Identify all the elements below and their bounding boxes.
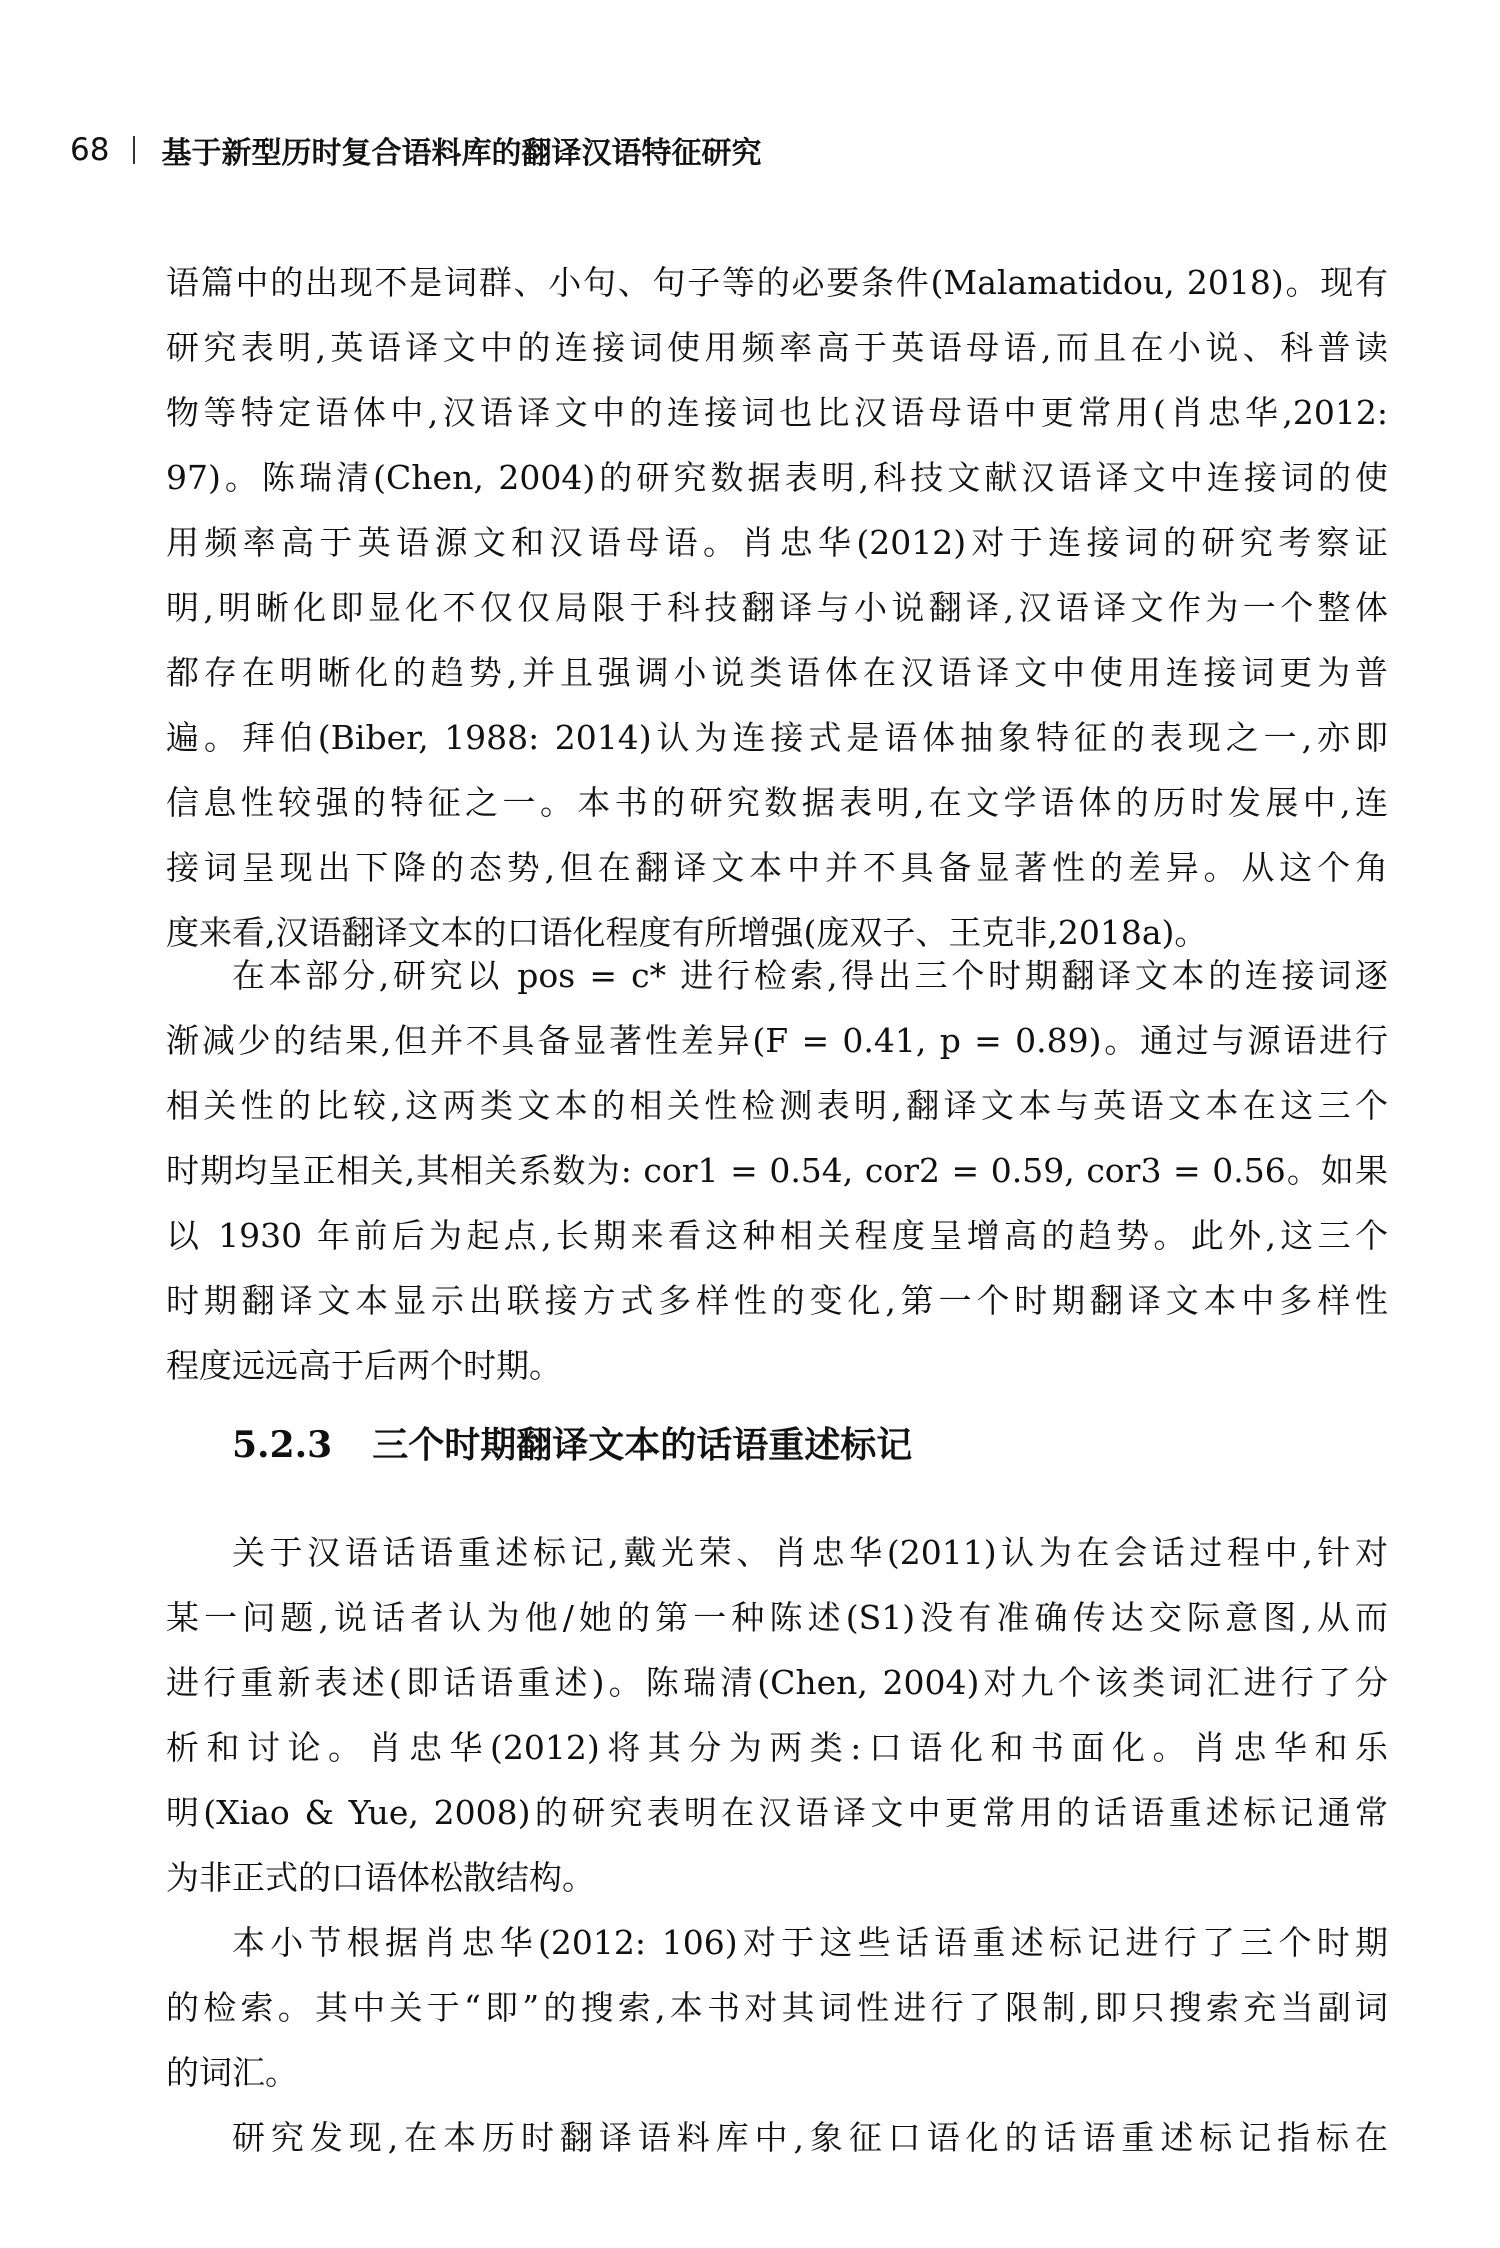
page-number: 68 (70, 132, 110, 168)
text-line: 的检索。其中关于“即”的搜索,本书对其词性进行了限制,即只搜索充当副词 (166, 1988, 1388, 2027)
paragraph-5 (166, 2105, 1388, 2170)
section-heading (232, 1415, 912, 1475)
text-line: 度来看,汉语翻译文本的口语化程度有所增强(庞双子、王克非,2018a)。 (166, 913, 1208, 952)
text-line: 接词呈现出下降的态势,但在翻译文本中并不具备显著性的差异。从这个角 (166, 848, 1388, 887)
text-line: 析和讨论。肖忠华(2012)将其分为两类:口语化和书面化。肖忠华和乐 (166, 1728, 1388, 1767)
text-line: 关于汉语话语重述标记,戴光荣、肖忠华(2011)认为在会话过程中,针对 (232, 1533, 1388, 1572)
header-separator (133, 136, 135, 164)
text-line: 研究发现,在本历时翻译语料库中,象征口语化的话语重述标记指标在 (232, 2118, 1388, 2157)
text-line: 遍。拜伯(Biber, 1988: 2014)认为连接式是语体抽象特征的表现之一,亦即 (166, 718, 1388, 757)
text-line: 研究表明,英语译文中的连接词使用频率高于英语母语,而且在小说、科普读 (166, 328, 1388, 367)
running-header (70, 128, 761, 172)
text-line: 渐减少的结果,但并不具备显著性差异(F = 0.41, p = 0.89)。通过与源语进行 (166, 1021, 1388, 1060)
text-line: 进行重新表述(即话语重述)。陈瑞清(Chen, 2004)对九个该类词汇进行了分 (166, 1663, 1388, 1702)
text-line: 97)。陈瑞清(Chen, 2004)的研究数据表明,科技文献汉语译文中连接词的使 (166, 458, 1388, 497)
paragraph-3 (166, 1520, 1388, 1910)
paragraph-1 (166, 250, 1388, 965)
text-line: 用频率高于英语源文和汉语母语。肖忠华(2012)对于连接词的研究考察证 (166, 523, 1388, 562)
text-line: 明,明晰化即显化不仅仅局限于科技翻译与小说翻译,汉语译文作为一个整体 (166, 588, 1388, 627)
text-line: 以 1930 年前后为起点,长期来看这种相关程度呈增高的趋势。此外,这三个 (166, 1216, 1388, 1255)
text-line: 的词汇。 (166, 2053, 298, 2092)
text-line: 时期翻译文本显示出联接方式多样性的变化,第一个时期翻译文本中多样性 (166, 1281, 1388, 1320)
section-number: 5.2.3 (232, 1424, 333, 1466)
text-line: 明(Xiao & Yue, 2008)的研究表明在汉语译文中更常用的话语重述标记通常 (166, 1793, 1388, 1832)
book-title: 基于新型历时复合语料库的翻译汉语特征研究 (161, 136, 762, 171)
text-line: 为非正式的口语体松散结构。 (166, 1858, 595, 1897)
text-line: 程度远远高于后两个时期。 (166, 1346, 562, 1385)
text-line: 某一问题,说话者认为他/她的第一种陈述(S1)没有准确传达交际意图,从而 (166, 1598, 1388, 1637)
paragraph-4 (166, 1910, 1388, 2105)
text-line: 都存在明晰化的趋势,并且强调小说类语体在汉语译文中使用连接词更为普 (166, 653, 1388, 692)
text-line: 时期均呈正相关,其相关系数为: cor1 = 0.54, cor2 = 0.59, cor3 = 0.56。如果 (166, 1151, 1388, 1190)
text-line: 本小节根据肖忠华(2012: 106)对于这些话语重述标记进行了三个时期 (232, 1923, 1388, 1962)
text-line: 物等特定语体中,汉语译文中的连接词也比汉语母语中更常用(肖忠华,2012: (166, 393, 1388, 432)
text-line: 在本部分,研究以 pos = c* 进行检索,得出三个时期翻译文本的连接词逐 (232, 956, 1388, 995)
text-line: 相关性的比较,这两类文本的相关性检测表明,翻译文本与英语文本在这三个 (166, 1086, 1388, 1125)
paragraph-2 (166, 943, 1388, 1398)
text-line: 语篇中的出现不是词群、小句、句子等的必要条件(Malamatidou, 2018)。现有 (166, 263, 1388, 302)
text-line: 信息性较强的特征之一。本书的研究数据表明,在文学语体的历时发展中,连 (166, 783, 1388, 822)
section-title: 三个时期翻译文本的话语重述标记 (372, 1425, 913, 1466)
